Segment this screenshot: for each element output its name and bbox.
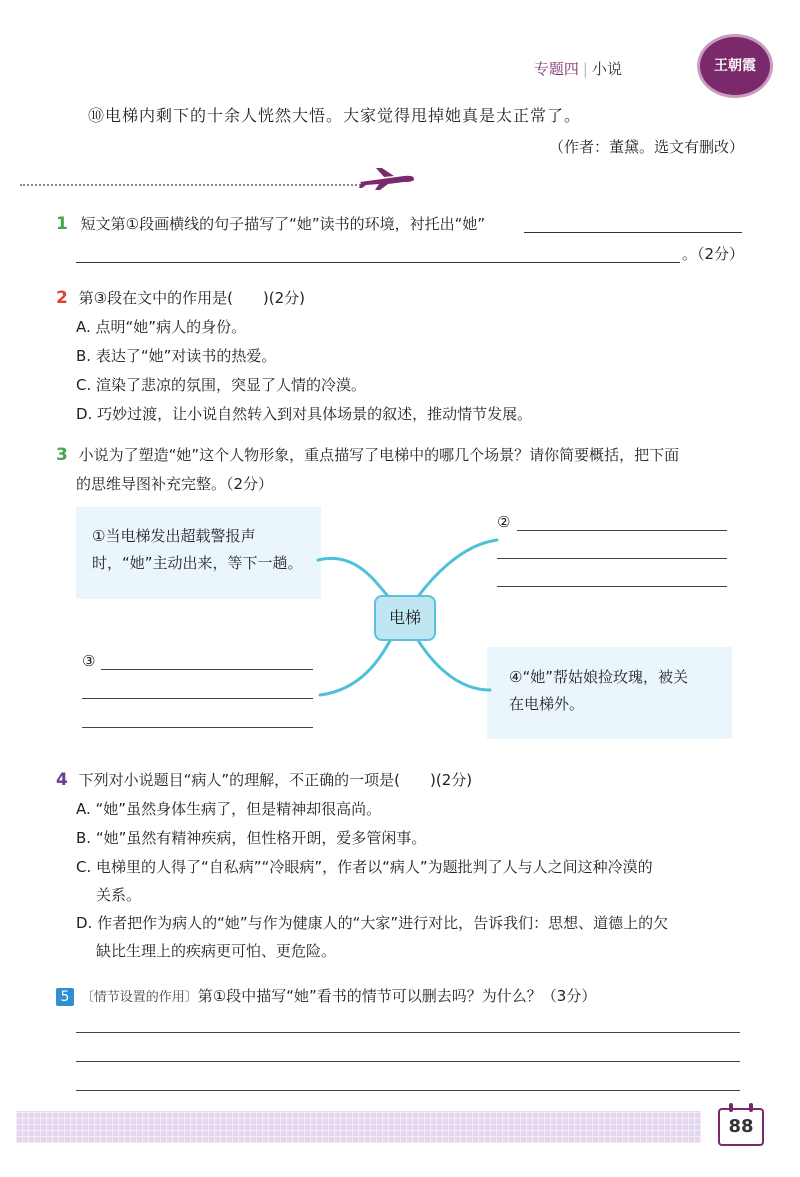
brand-logo: 王朝霞	[697, 34, 773, 98]
question-text: 小说为了塑造“她”这个人物形象，重点描写了电梯中的哪几个场景？请你简要概括，把下面	[78, 446, 680, 464]
answer-blank[interactable]	[101, 669, 313, 670]
footer-decoration	[16, 1111, 701, 1143]
answer-blank[interactable]	[76, 1090, 740, 1091]
mindmap-node-2-marker: ②	[497, 513, 511, 531]
question-text: 第③段在文中的作用是( )(2分)	[78, 289, 306, 307]
passage-paragraph-10: ⑩电梯内剩下的十余人恍然大悟。大家觉得甩掉她真是太正常了。	[88, 106, 582, 125]
answer-blank[interactable]	[497, 558, 727, 559]
page-number: 88	[718, 1108, 764, 1146]
question-text-cont: 的思维导图补充完整。（2分）	[76, 475, 274, 493]
option-b[interactable]: B. 表达了“她”对读书的热爱。	[76, 347, 277, 365]
question-number: 4	[56, 770, 68, 790]
option-a[interactable]: A. 点明“她”病人的身份。	[76, 318, 247, 336]
question-text: 短文第①段画横线的句子描写了“她”读书的环境，衬托出“她”	[80, 215, 486, 233]
option-d[interactable]: D. 巧妙过渡，让小说自然转入到对具体场景的叙述，推动情节发展。	[76, 405, 533, 423]
passage-source: （作者：董黛。选文有删改）	[548, 138, 744, 156]
subtopic-label: 小说	[591, 60, 622, 78]
question-4	[56, 770, 472, 790]
question-text: 下列对小说题目“病人”的理解，不正确的一项是( )(2分)	[78, 771, 473, 789]
question-number: 5	[56, 988, 74, 1006]
mindmap-node-1: ①当电梯发出超载警报声 时，“她”主动出来，等下一趟。	[76, 507, 321, 599]
option-a[interactable]: A. “她”虽然身体生病了，但是精神却很高尚。	[76, 800, 382, 818]
question-number: 2	[56, 288, 68, 308]
option-c-cont: 关系。	[96, 886, 142, 904]
option-b[interactable]: B. “她”虽然有精神疾病，但性格开朗，爱多管闲事。	[76, 829, 427, 847]
answer-blank[interactable]	[82, 727, 313, 728]
option-d[interactable]: D. 作者把作为病人的“她”与作为健康人的“大家”进行对比，告诉我们：思想、道德上的欠	[76, 914, 669, 932]
answer-blank[interactable]	[82, 698, 313, 699]
question-score: 。（2分）	[682, 245, 745, 263]
option-c[interactable]: C. 渲染了悲凉的氛围，突显了人情的冷漠。	[76, 376, 367, 394]
answer-blank[interactable]	[76, 1032, 740, 1033]
topic-label: 专题四	[533, 60, 579, 78]
answer-blank[interactable]	[517, 530, 727, 531]
answer-blank[interactable]	[76, 1061, 740, 1062]
option-c[interactable]: C. 电梯里的人得了“自私病”“冷眼病”，作者以“病人”为题批判了人与人之间这种冷漠的	[76, 858, 653, 876]
question-number: 3	[56, 445, 68, 465]
question-text: 第①段中描写“她”看书的情节可以删去吗？为什么？（3分）	[197, 987, 597, 1005]
option-d-cont: 缺比生理上的疾病更可怕、更危险。	[96, 942, 337, 960]
answer-blank[interactable]	[497, 586, 727, 587]
question-number: 1	[56, 214, 68, 234]
header-topic: 专题四 | 小说	[533, 60, 622, 78]
mindmap-node-4: ④“她”帮姑娘捡玫瑰，被关 在电梯外。	[487, 647, 732, 739]
question-5	[56, 986, 596, 1008]
mindmap-node-3-marker: ③	[82, 652, 96, 670]
question-tag: 〔情节设置的作用〕	[80, 990, 198, 1005]
mindmap-center: 电梯	[374, 595, 436, 641]
